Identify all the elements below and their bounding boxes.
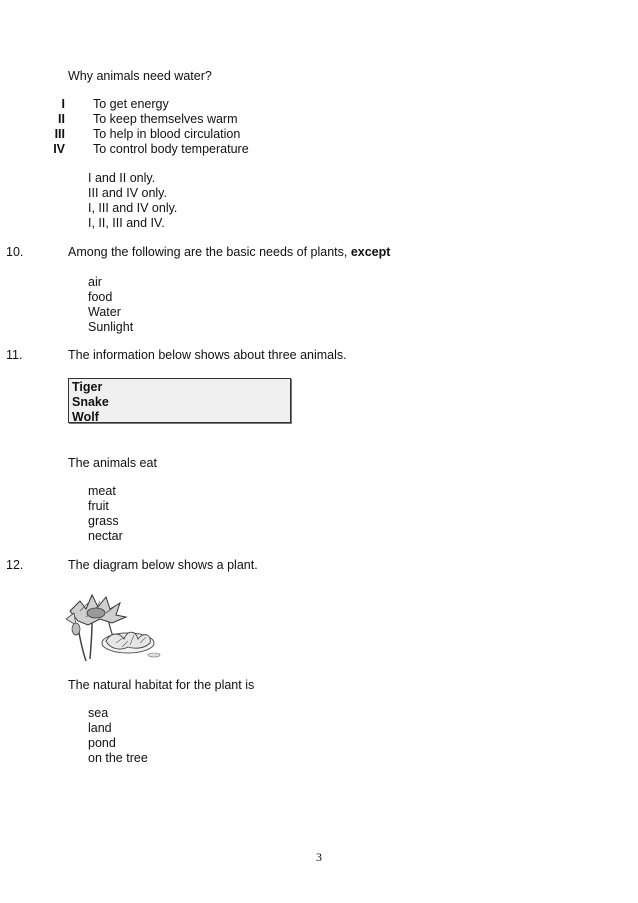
q10-stem [68, 245, 390, 260]
q10-option-d[interactable]: Sunlight [88, 320, 134, 334]
q12-option-d[interactable]: on the tree [88, 751, 148, 765]
q9-stem: Why animals need water? [68, 69, 212, 83]
q11-option-c[interactable]: grass [88, 514, 119, 528]
q9-numeral-3: III [54, 127, 65, 141]
q9-option-c[interactable]: I, III and IV only. [88, 201, 178, 215]
q9-option-a[interactable]: I and II only. [88, 171, 156, 185]
animal-list-box [68, 378, 291, 423]
q9-statement-3: To help in blood circulation [93, 127, 241, 141]
q12-option-a[interactable]: sea [88, 706, 109, 720]
water-lily-plant-image [66, 583, 162, 663]
q9-numeral-4: IV [53, 142, 65, 156]
q9-option-b[interactable]: III and IV only. [88, 186, 167, 200]
page-number: 3 [316, 850, 322, 864]
q11-option-a[interactable]: meat [88, 484, 116, 498]
q9-numeral-1: I [61, 97, 65, 111]
animal-item-snake: Snake [72, 395, 109, 409]
q12-number: 12. [6, 558, 24, 572]
q12-option-c[interactable]: pond [88, 736, 116, 750]
q10-stem-emphasis: except [350, 245, 391, 259]
animal-item-tiger: Tiger [72, 380, 103, 394]
q11-option-b[interactable]: fruit [88, 499, 109, 513]
q12-stem: The diagram below shows a plant. [68, 558, 258, 572]
q11-option-d[interactable]: nectar [88, 529, 123, 543]
q10-option-b[interactable]: food [88, 290, 113, 304]
q10-option-a[interactable]: air [88, 275, 102, 289]
q9-numeral-2: II [58, 112, 65, 126]
q10-number: 10. [6, 245, 24, 259]
q9-statement-4: To control body temperature [93, 142, 249, 156]
q9-option-d[interactable]: I, II, III and IV. [88, 216, 165, 230]
q10-option-c[interactable]: Water [88, 305, 121, 319]
q12-prompt: The natural habitat for the plant is [68, 678, 255, 692]
q9-statement-2: To keep themselves warm [93, 112, 238, 126]
q11-number: 11. [6, 348, 23, 362]
q10-stem-text: Among the following are the basic needs of plants, [68, 245, 351, 259]
animal-item-wolf: Wolf [72, 410, 99, 424]
q9-statement-1: To get energy [93, 97, 169, 111]
q11-prompt: The animals eat [68, 456, 157, 470]
q12-option-b[interactable]: land [88, 721, 112, 735]
q11-stem: The information below shows about three animals. [68, 348, 347, 362]
